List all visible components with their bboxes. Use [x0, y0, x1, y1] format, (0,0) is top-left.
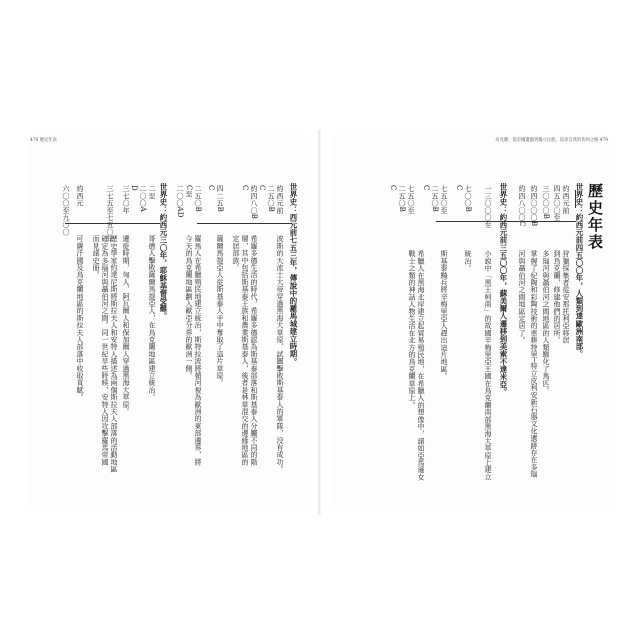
timeline-date: 約四八〇B C — [241, 185, 258, 220]
page-header-right: 烏克蘭：從帝國邊疆到獨立民族，追尋自我的坎坷之路 479 — [495, 138, 608, 143]
page-header-left: 478 歷史年表 — [30, 138, 57, 143]
timeline-entry: 遷徙時期，匈人、阿瓦爾人和保加爾人穿過黑海大草原。 — [122, 235, 130, 415]
timeline-entry: 多瑙河與聶伯河之間地區的人類馴化了馬匹。 — [542, 250, 550, 394]
timeline-date: 約西元 — [76, 185, 84, 207]
divider-line — [575, 190, 576, 208]
timeline-date: 七〇〇B C — [455, 185, 472, 212]
timeline-entry: 羅馬人在希臘殖民地建立統治，斯特拉波將頓河視為歐洲的東部邊界，將 今天的烏克蘭地區劃入歐亞分界的歐洲一側。 — [185, 235, 202, 466]
timeline-entry: 掌握了紀陶和彩陶技術的車耕特里─特立皮利安新石器文化遺跡存在多瑙 — [530, 250, 538, 478]
timeline-date: 約四〇〇〇B — [530, 185, 538, 227]
section-heading: 世界史：西元前七五三年，傳說中的羅馬城建立時期。 — [289, 183, 298, 366]
timeline-entry: 歷史學家約達尼斯將斯拉夫人和安特人描述為兩個斯拉夫人部落的活動地區 確定為多瑙河與聶伯河之間。同一世紀早些時候，安特人因攻擊羅馬帝國 而見諸史冊。 — [92, 235, 118, 473]
timeline-date: 四二五B C — [207, 185, 224, 212]
timeline-entry: 狩獵採集者從安那托利亞移居 到烏克蘭，修建他們的居所。 — [553, 250, 570, 344]
timeline-date: 七五〇至 二五〇B C — [389, 185, 415, 214]
section-heading: 世界史：約西元三〇年，耶穌基督受難。 — [159, 183, 168, 320]
timeline-entry: 可薩汗國及烏克蘭地區的斯拉夫人部落中收取貢賦。 — [76, 235, 84, 401]
timeline-date: 三〇〇〇B — [542, 185, 550, 220]
divider-line — [436, 221, 576, 222]
timeline-date: 三七〇年 — [122, 185, 130, 214]
timeline-date: 約四八〇〇C — [518, 185, 526, 227]
right-page — [332, 135, 610, 510]
left-page — [28, 135, 306, 510]
timeline-entry: 斯基泰騎兵將辛梅里亞人趕出這片地區。 — [440, 250, 448, 380]
timeline-date: 約西元前 二五〇B C — [258, 185, 284, 214]
timeline-date: 二至 二〇〇A D — [130, 185, 156, 212]
timeline-date: 七五〇至 二五〇B C — [422, 185, 448, 214]
timeline-entry: 統治。 — [464, 250, 472, 272]
timeline-date: 約西元前 四五〇〇至 — [553, 185, 570, 221]
timeline-date: 二五〇B C至 二〇〇AD — [176, 185, 202, 218]
timeline-date: 六〇〇至九〇〇 — [62, 185, 70, 236]
timeline-entry: 哥德人擊敗薩爾馬提亞人，在烏克蘭地區建立統治。 — [148, 235, 156, 401]
divider-line — [197, 223, 292, 224]
timeline-entry: 波斯的大流士大帝穿過黑海大草原，試圖擊敗斯基泰人的軍隊，沒有成功。 — [276, 235, 284, 473]
timeline-entry: 薩爾馬提亞人從斯基泰人手中奪取了這片草原。 — [216, 235, 224, 387]
divider-line — [65, 223, 160, 224]
timeline-date: 一三〇〇〇至 — [484, 185, 492, 229]
timeline-entry: 希羅多德生活的時代，希羅多德認為斯基泰部落和斯基泰人分屬不同的階 層，其中包括斯基泰王族和農業斯基泰人，後者是林草混交的邊緣地區的 定居部族。 — [232, 235, 258, 466]
timeline-entry: 希臘人在黑海北岸建立起貿易殖民地，在希臘人的想像中，諸如亞馬遜女 戰士之類的神話人物生活在北方的烏克蘭草原上。 — [408, 250, 425, 481]
timeline-date: 三七五至七五〇年 — [106, 185, 114, 243]
timeline-entry: 小說中「黑王柯南」的故國辛梅里亞王國在烏克蘭南部黑海大草原上建立 — [484, 250, 492, 481]
section-heading: 世界史：約西元前三五〇〇年，蘇美爾人遷移到美索不達米亞。 — [499, 183, 508, 396]
page-title: 歷史年表 — [586, 183, 604, 251]
section-heading: 世界史：約西元前四五〇〇年，人類到達歐洲南部。 — [575, 183, 584, 358]
timeline-entry: 河與聶伯河之間地區定居了。 — [518, 250, 526, 344]
book-spine — [318, 130, 322, 515]
